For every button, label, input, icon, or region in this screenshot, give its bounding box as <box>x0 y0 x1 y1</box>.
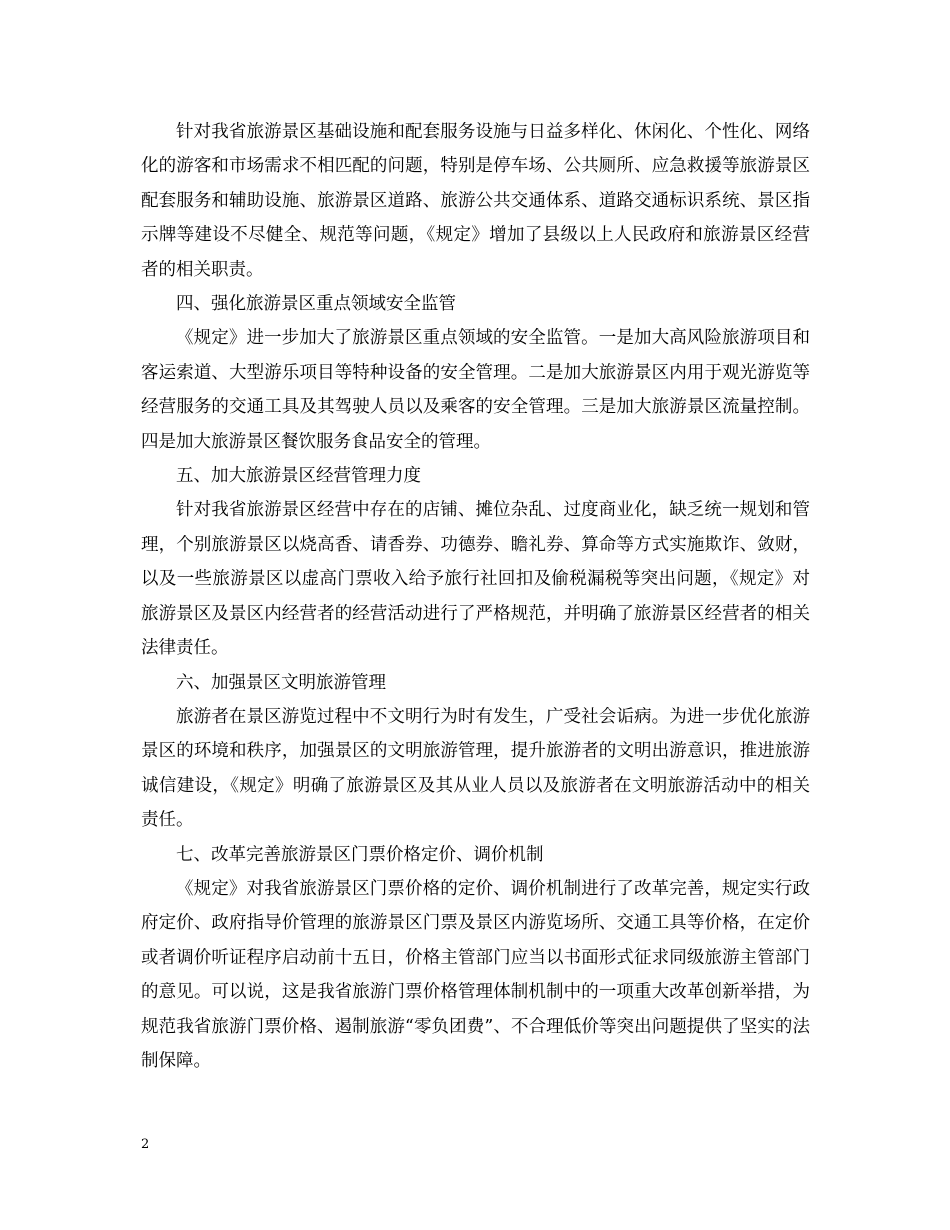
section-heading: 六、加强景区文明旅游管理 <box>176 672 386 693</box>
section-heading: 七、改革完善旅游景区门票价格定价、调价机制 <box>176 844 544 865</box>
paragraph: 《规定》进一步加大了旅游景区重点领域的安全监管。一是加大高风险旅游项目和客运索道、大型游乐项目等特种设备的安全管理。二是加大旅游景区内用于观光游览等经营服务的交通工具及其驾驶人员以及乘客的安全管理。三是加大旅游景区流量控制。四是加大旅游景区餐饮服务食品安全的管理。 <box>141 328 810 452</box>
paragraph: 针对我省旅游景区基础设施和配套服务设施与日益多样化、休闲化、个性化、网络化的游客和市场需求不相匹配的问题，特别是停车场、公共厕所、应急救援等旅游景区配套服务和辅助设施、旅游景区道路、旅游公共交通体系、道路交通标识系统、景区指示牌等建设不尽健全、规范等问题，《规定》增加了县级以上人民政府和旅游景区经营者的相关职责。 <box>141 122 810 280</box>
body-text <box>141 115 810 1078</box>
page-number: 2 <box>141 1137 150 1152</box>
paragraph: 旅游者在景区游览过程中不文明行为时有发生，广受社会诟病。为进一步优化旅游景区的环境和秩序，加强景区的文明旅游管理，提升旅游者的文明出游意识，推进旅游诚信建设，《规定》明确了旅游景区及其从业人员以及旅游者在文明旅游活动中的相关责任。 <box>141 706 810 831</box>
section-heading: 四、强化旅游景区重点领域安全监管 <box>176 294 456 315</box>
paragraph: 针对我省旅游景区经营中存在的店铺、摊位杂乱、过度商业化，缺乏统一规划和管理，个别旅游景区以烧高香、请香券、功德券、瞻礼券、算命等方式实施欺诈、敛财，以及一些旅游景区以虚高门票收入给予旅行社回扣及偷税漏税等突出问题，《规定》对旅游景区及景区内经营者的经营活动进行了严格规范，并明确了旅游景区经营者的相关法律责任。 <box>141 500 810 659</box>
section-heading: 五、加大旅游景区经营管理力度 <box>176 466 421 487</box>
paragraph: 《规定》对我省旅游景区门票价格的定价、调价机制进行了改革完善，规定实行政府定价、政府指导价管理的旅游景区门票及景区内游览场所、交通工具等价格，在定价或者调价听证程序启动前十五日，价格主管部门应当以书面形式征求同级旅游主管部门的意见。可以说，这是我省旅游门票价格管理体制机制中的一项重大改革创新举措，为规范我省旅游门票价格、遏制旅游“零负团费”、不合理低价等突出问题提供了坚实的法制保障。 <box>141 878 810 1071</box>
